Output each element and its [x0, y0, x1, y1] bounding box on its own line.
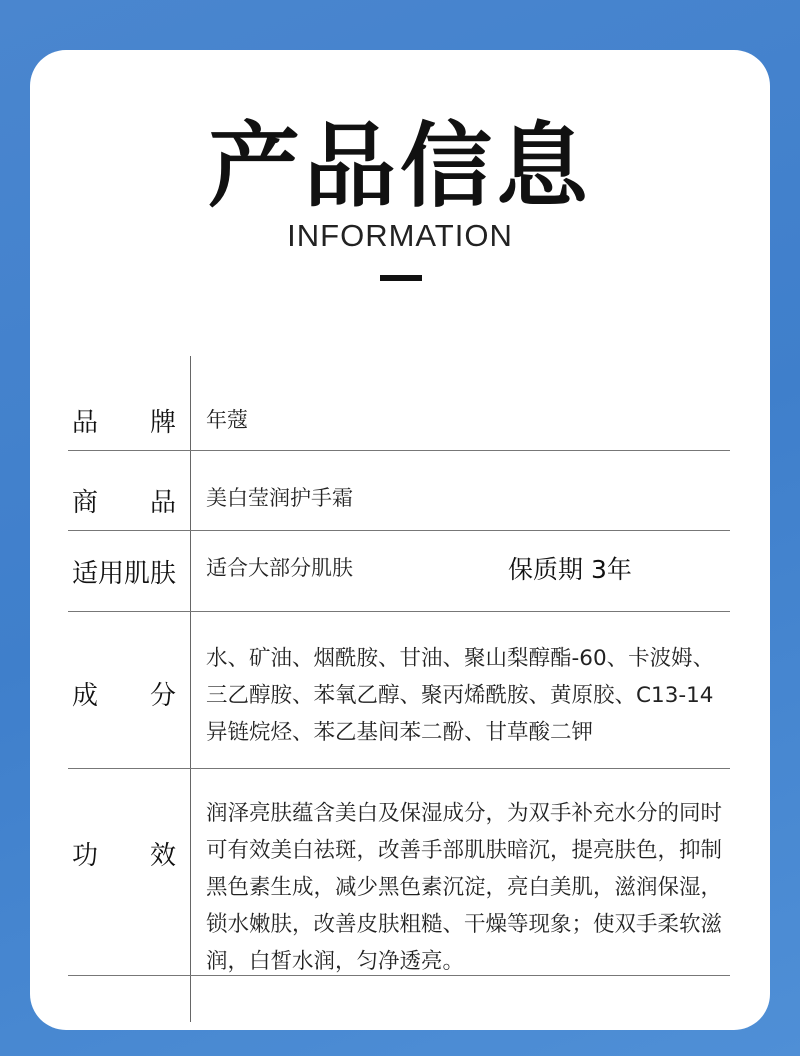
row-divider [68, 768, 730, 769]
row-divider [68, 530, 730, 531]
efficacy-line: 可有效美白祛斑，改善手部肌肤暗沉，提亮肤色，抑制 [206, 838, 723, 863]
label-efficacy [68, 835, 180, 872]
shelf-life [508, 550, 632, 586]
title-divider [380, 275, 422, 281]
shelf-life-value: 3年 [590, 555, 632, 584]
row-divider [68, 611, 730, 612]
ingredients-line: 三乙醇胺、苯氧乙醇、聚丙烯酰胺、黄原胶、C13-14 [206, 683, 714, 708]
label-product [68, 482, 180, 519]
value-efficacy [206, 795, 736, 980]
shelf-life-label: 保质期 [508, 555, 584, 584]
value-brand: 年蔻 [206, 408, 248, 432]
label-brand-char2: 牌 [149, 408, 176, 438]
label-ingredients-char2: 分 [149, 681, 176, 711]
label-ingredients [68, 675, 180, 712]
row-divider [68, 975, 730, 976]
value-skin-type: 适合大部分肌肤 [206, 556, 353, 580]
efficacy-line: 锁水嫩肤，改善皮肤粗糙、干燥等现象；使双手柔软滋 [206, 912, 723, 937]
page-title: 产品信息 [207, 113, 592, 220]
label-efficacy-char1: 功 [72, 841, 99, 871]
efficacy-line: 润泽亮肤蕴含美白及保湿成分，为双手补充水分的同时 [206, 801, 723, 826]
label-ingredients-char1: 成 [72, 681, 99, 711]
ingredients-line: 异链烷烃、苯乙基间苯二酚、甘草酸二钾 [206, 720, 594, 745]
efficacy-line: 黑色素生成，减少黑色素沉淀，亮白美肌，滋润保湿， [206, 875, 723, 900]
efficacy-line: 润，白皙水润，匀净透亮。 [206, 949, 465, 974]
ingredients-line: 水、矿油、烟酰胺、甘油、聚山梨醇酯-60、卡波姆、 [206, 646, 715, 671]
label-product-char2: 品 [149, 488, 176, 518]
table-vertical-divider [190, 356, 191, 1022]
label-skin-type: 适用肌肤 [71, 559, 176, 589]
label-efficacy-char2: 效 [149, 841, 176, 871]
info-card [30, 50, 770, 1030]
label-product-char1: 商 [72, 488, 99, 518]
label-brand [68, 402, 180, 439]
label-brand-char1: 品 [72, 408, 99, 438]
value-product: 美白莹润护手霜 [206, 486, 353, 510]
row-divider [68, 450, 730, 451]
value-ingredients [206, 640, 736, 751]
page-subtitle: INFORMATION [287, 218, 513, 253]
